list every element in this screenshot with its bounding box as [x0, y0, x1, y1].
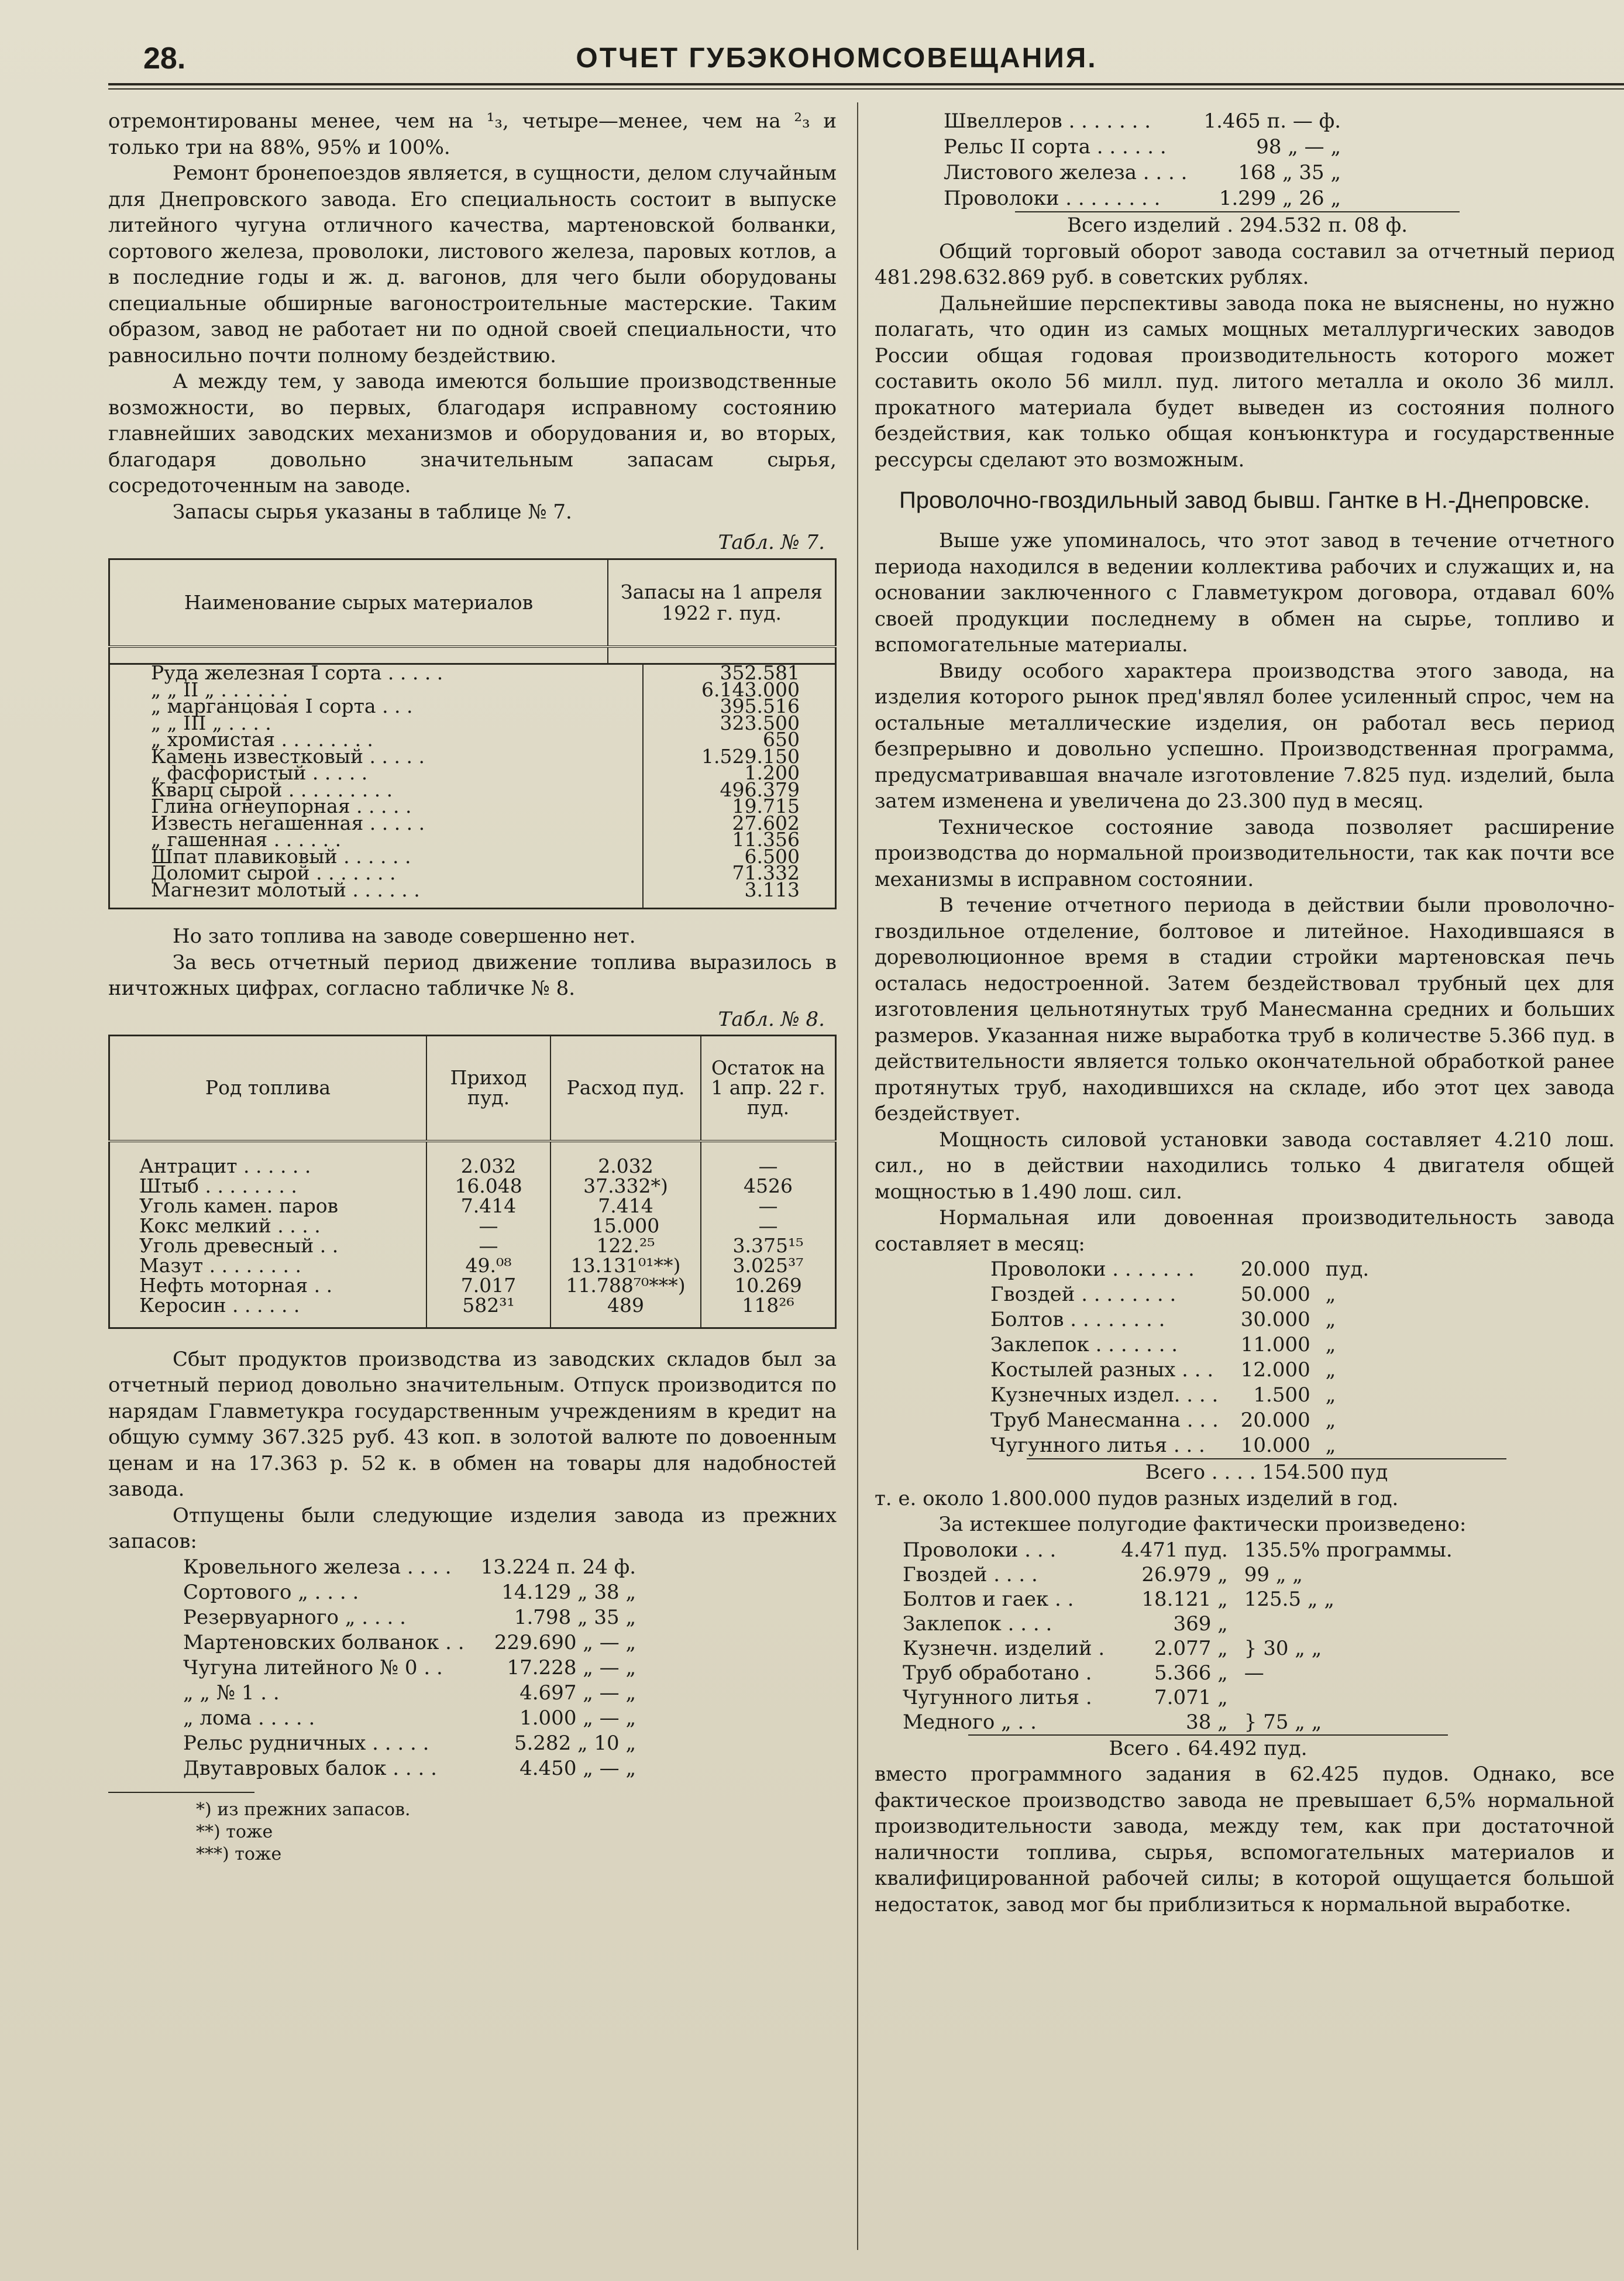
list-item [178, 1555, 641, 1580]
item-quantity: 11.000 [1240, 1333, 1310, 1356]
material-stock: 6.500 [744, 844, 800, 868]
table-7-body [108, 661, 837, 909]
item-name: Двутавровых балок . . . . [183, 1756, 437, 1780]
item-quantity: 13.224 п. 24 ф. [480, 1555, 636, 1579]
item-unit: „ [1325, 1283, 1336, 1306]
material-name: Руда железная I сорта . . . . . [109, 665, 644, 682]
paragraph: За весь отчетный период движение топлива выразилось в ничтожных цифрах, согласно табличке № 8. [108, 950, 837, 1000]
actual-output-table [898, 1538, 1457, 1734]
table-row-spacer [109, 1315, 836, 1328]
fuel-income: 7.017 [426, 1276, 550, 1296]
item-quantity: 1.299 „ 26 „ [1219, 187, 1341, 210]
paragraph: В течение отчетного периода в действии были проволочно-гвоздильное отделение, болтовое и литейное. Находившаяся в дореволюционное время в стадии стройки мартеновская печь осталась недостроенной. Затем бездействовал трубный цех для изготовления цельнотянутых труб Манесманна средних и больших размеров. Указанная ниже выработка труб в количестве 5.366 пуд. в действительности является только окончательной обработкой ранее протянутых труб, находившихся на складе, ибо этот цех завода бездействует. [875, 894, 1615, 1125]
fuel-expense: 122.²⁵ [550, 1236, 701, 1256]
item-name: Болтов и гаек . . [903, 1587, 1074, 1611]
table-row [109, 1196, 836, 1216]
fuel-expense: 37.332*) [550, 1176, 701, 1196]
list-item [178, 1756, 641, 1781]
item-name: Листового железа . . . . [944, 161, 1188, 184]
list-item [986, 1257, 1374, 1282]
item-unit: „ [1325, 1333, 1336, 1356]
list-item [898, 1587, 1457, 1612]
item-quantity: 20.000 [1240, 1409, 1310, 1432]
table-caption: Табл. № 8. [718, 1007, 825, 1031]
table-row [109, 1276, 836, 1296]
fuel-name: Уголь камен. паров [109, 1196, 427, 1216]
paragraph: Но зато топлива на заводе совершенно нет. [173, 925, 636, 948]
material-stock: 650 [763, 728, 800, 751]
list-item [939, 134, 1346, 160]
list-item [986, 1383, 1374, 1408]
item-quantity: 5.282 „ 10 „ [514, 1731, 636, 1755]
footnote: **) тоже [196, 1821, 273, 1842]
paragraph: Дальнейшие перспективы завода пока не выяснены, но нужно полагать, что один из самых мощных металлургических заводов России общая годовая производительность которого может составить около 56 милл. пуд. литого металла и около 36 милл. прокатного материала будет выведен из состояния полного бездействия, как только общая конъюнктура и государственные рессурсы сделают это возможным. [875, 291, 1615, 472]
material-stock: 19.715 [732, 795, 800, 817]
material-name: „ марганцовая I сорта . . . [109, 698, 644, 715]
list-item [986, 1433, 1374, 1458]
material-name: Глина огнеупорная . . . . . [109, 798, 644, 815]
material-stock: 1.529.150 [701, 744, 800, 768]
item-quantity: 1.465 п. — ф. [1203, 109, 1341, 133]
fuel-name: Антрацит . . . . . . [109, 1156, 427, 1176]
item-name: Проволоки . . . . . . . [990, 1258, 1195, 1281]
fuel-income: 582³¹ [426, 1296, 550, 1315]
item-percent: — [1244, 1661, 1264, 1685]
item-name: Гвоздей . . . . . . . . [990, 1283, 1176, 1306]
footnotes [196, 1799, 837, 1866]
item-name: Сортового „ . . . . [183, 1580, 359, 1604]
material-stock: 3.113 [744, 878, 800, 901]
material-name: Камень известковый . . . . . [109, 748, 644, 765]
item-percent: 125.5 „ „ [1244, 1587, 1334, 1611]
item-quantity: 4.471 пуд. [1121, 1538, 1228, 1562]
paragraph: Мощность силовой установки завода составляет 4.210 лош. сил., но в действии находились только 4 двигателя общей мощностью в 1.490 лош. сил. [875, 1128, 1615, 1204]
paragraph: Общий торговый оборот завода составил за отчетный период 481.298.632.869 руб. в советских рублях. [875, 239, 1615, 289]
list-item [178, 1605, 641, 1630]
material-name: „ гашенная . . . . . . [109, 832, 644, 848]
item-name: „ „ № 1 . . [183, 1681, 280, 1705]
item-quantity: 98 „ — „ [1256, 135, 1341, 159]
material-stock: 71.332 [732, 861, 800, 884]
products-total: Всего изделий . 294.532 п. 08 ф. [1015, 211, 1460, 239]
list-item [939, 160, 1346, 185]
item-quantity: 4.450 „ — „ [519, 1756, 636, 1780]
table-row [109, 1156, 836, 1176]
list-item [178, 1706, 641, 1731]
item-name: Труб Манесманна . . . [990, 1409, 1219, 1432]
fuel-income: 7.414 [426, 1196, 550, 1216]
list-item [178, 1681, 641, 1706]
table-7 [108, 558, 837, 665]
footnote: ***) тоже [196, 1843, 282, 1864]
paragraph: вместо программного задания в 62.425 пудов. Однако, все фактическое производство завода не превышает 6,5% нормальной производительности завода, между тем, как при достаточной наличности топлива, сырья, вспомогательных материалов и квалифицированной рабочей силы; в которой ощущается большой недостаток, завод мог бы приблизиться к нормальной выработке. [875, 1763, 1615, 1916]
fuel-balance: 3.375¹⁵ [732, 1234, 804, 1257]
item-name: Заклепок . . . . [903, 1612, 1052, 1636]
item-name: Рельс II сорта . . . . . . [944, 135, 1167, 159]
item-name: Чугунного литья . [903, 1685, 1092, 1709]
material-stock: 1.200 [744, 761, 800, 784]
item-unit: пуд. [1325, 1258, 1370, 1281]
item-name: Проволоки . . . [903, 1538, 1057, 1562]
item-quantity: 229.690 „ — „ [494, 1630, 636, 1654]
item-name: Чугуна литейного № 0 . . [183, 1655, 443, 1679]
page-title: ОТЧЕТ ГУБЭКОНОМСОВЕЩАНИЯ. [576, 43, 1097, 74]
table-row-spacer [109, 1141, 836, 1156]
item-quantity: 7.071 „ [1154, 1685, 1228, 1709]
item-quantity: 10.000 [1240, 1434, 1310, 1457]
table-row [109, 1216, 836, 1236]
item-quantity: 14.129 „ 38 „ [501, 1580, 636, 1604]
material-stock: 496.379 [720, 778, 800, 801]
item-unit: „ [1325, 1434, 1336, 1457]
products-list-cont [939, 108, 1346, 211]
list-item [898, 1538, 1457, 1562]
item-name: Кровельного железа . . . . [183, 1555, 452, 1579]
paragraph: Выше уже упоминалось, что этот завод в течение отчетного периода находился в ведении коллектива рабочих и служащих и, на основании заключенного с Главметукром договора, отдавал 60% своей продукции последнему в обмен на сырье, топливо и вспомогательные материалы. [875, 529, 1615, 657]
paragraph: Нормальная или довоенная производительность завода составляет в месяц: [875, 1206, 1615, 1256]
table-header: Остаток на 1 апр. 22 г. пуд. [711, 1056, 825, 1119]
paragraph: Сбыт продуктов производства из заводских складов был за отчетный период довольно значительным. Отпуск производится по нарядам Главметукра государственным учреждениям в кредит на общую сумму 367.325 руб. 43 коп. в золотой валюте по довоенным ценам и на 17.363 р. 52 к. в обмен на товары для надобностей завода. [108, 1347, 837, 1501]
item-quantity: 38 „ [1186, 1710, 1228, 1734]
table-header: Приход пуд. [426, 1036, 550, 1141]
header-rule-thin [108, 88, 1624, 90]
list-item [898, 1685, 1457, 1710]
material-stock: 395.516 [720, 695, 800, 717]
item-quantity: 26.979 „ [1141, 1562, 1228, 1586]
item-percent: } 30 „ „ [1244, 1636, 1322, 1660]
item-name: Труб обработано . [903, 1661, 1092, 1685]
fuel-income: — [426, 1236, 550, 1256]
item-name: Мартеновских болванок . . [183, 1630, 465, 1654]
fuel-expense: 13.131⁰¹**) [550, 1256, 701, 1276]
material-stock: 352.581 [720, 661, 800, 684]
fuel-expense: 489 [550, 1296, 701, 1315]
fuel-expense: 15.000 [550, 1216, 701, 1236]
list-item [178, 1580, 641, 1605]
paragraph: Отпущены были следующие изделия завода из прежних запасов: [108, 1503, 837, 1553]
item-quantity: 18.121 „ [1141, 1587, 1228, 1611]
table-caption: Табл. № 7. [718, 531, 825, 554]
item-name: Заклепок . . . . . . . [990, 1333, 1178, 1356]
list-item [986, 1332, 1374, 1358]
actual-output-total: Всего . 64.492 пуд. [968, 1734, 1448, 1762]
item-name: Болтов . . . . . . . . [990, 1308, 1165, 1331]
item-percent [1240, 1612, 1457, 1636]
paragraph: Запасы сырья указаны в таблице № 7. [173, 500, 572, 524]
item-quantity: 50.000 [1240, 1283, 1310, 1306]
paragraph: отремонтированы менее, чем на ¹₃, четыре—менее, чем на ²₃ и только три на 88%, 95% и 100%. [108, 109, 837, 159]
item-quantity: 30.000 [1240, 1308, 1310, 1331]
material-name: Кварц сырой . . . . . . . . . [109, 782, 644, 799]
paragraph: А между тем, у завода имеются большие производственные возможности, во первых, благодаря исправному состоянию главнейших заводских механизмов и оборудования и, во вторых, благодаря довольно значительным запасам сырья, сосредоточенным на заводе. [108, 370, 837, 497]
fuel-income: 16.048 [426, 1176, 550, 1196]
fuel-name: Уголь древесный . . [109, 1236, 427, 1256]
item-name: Кузнечных издел. . . . [990, 1383, 1219, 1407]
item-name: Медного „ . . [903, 1710, 1037, 1734]
material-name: Известь негашенная . . . . . [109, 815, 644, 832]
list-item [898, 1661, 1457, 1685]
left-column [108, 108, 837, 1866]
item-name: Швеллеров . . . . . . . [944, 109, 1151, 133]
item-name: Резервуарного „ . . . . [183, 1605, 406, 1629]
fuel-balance: — [758, 1154, 778, 1177]
fuel-expense: 11.788⁷⁰***) [550, 1276, 701, 1296]
material-stock: 27.602 [732, 811, 800, 834]
table-8 [108, 1035, 837, 1329]
table-row [109, 1256, 836, 1276]
item-quantity: 1.000 „ — „ [519, 1706, 636, 1730]
list-item [178, 1731, 641, 1756]
table-header: Род топлива [109, 1036, 427, 1141]
material-name: „ фасфористый . . . . . [109, 765, 644, 782]
table-header: Расход пуд. [550, 1036, 701, 1141]
item-unit: „ [1325, 1409, 1336, 1432]
fuel-balance: — [758, 1194, 778, 1217]
item-name: Костылей разных . . . [990, 1358, 1214, 1382]
fuel-name: Кокс мелкий . . . . [109, 1216, 427, 1236]
list-item [939, 185, 1346, 211]
fuel-income: — [426, 1216, 550, 1236]
paragraph: т. е. около 1.800.000 пудов разных изделий в год. [875, 1486, 1399, 1510]
item-quantity: 168 „ 35 „ [1238, 161, 1341, 184]
item-quantity: 17.228 „ — „ [507, 1655, 636, 1679]
fuel-balance: 4526 [744, 1174, 793, 1197]
list-item [898, 1636, 1457, 1661]
list-item [939, 108, 1346, 134]
item-quantity: 1.798 „ 35 „ [514, 1605, 636, 1629]
normal-output-total: Всего . . . . 154.500 пуд [1027, 1458, 1506, 1486]
fuel-balance: — [758, 1214, 778, 1237]
item-percent: 135.5% программы. [1244, 1538, 1453, 1562]
fuel-income: 49.⁰⁸ [426, 1256, 550, 1276]
material-name: Магнезит молотый . . . . . . [109, 882, 644, 899]
table-row [109, 1176, 836, 1196]
column-divider [857, 102, 858, 2250]
item-quantity: 1.500 [1253, 1383, 1310, 1407]
running-header [108, 36, 1565, 83]
material-name: Доломит сырой . . . . . . . [109, 865, 644, 882]
fuel-expense: 7.414 [550, 1196, 701, 1216]
table-row [109, 882, 836, 899]
fuel-income: 2.032 [426, 1156, 550, 1176]
table-row [109, 1236, 836, 1256]
item-quantity: 20.000 [1240, 1258, 1310, 1281]
fuel-expense: 2.032 [550, 1156, 701, 1176]
item-percent: } 75 „ „ [1244, 1710, 1322, 1734]
paragraph: Ввиду особого характера производства этого завода, на изделия которого рынок пред'являл более усиленный спрос, чем на остальные металлические изделия, он работал весь период безпрерывно и довольно успешно. Производственная программа, предусматривавшая вначале изготовление 7.825 пуд. изделий, была затем изменена и увеличена до 23.300 пуд в месяц. [875, 659, 1615, 813]
table-header: Наименование сырых материалов [109, 559, 608, 647]
item-quantity: 4.697 „ — „ [519, 1681, 636, 1705]
material-name: „ „ II „ . . . . . . [109, 682, 644, 699]
fuel-balance: 118²⁶ [742, 1293, 794, 1317]
list-item [178, 1655, 641, 1681]
item-name: Гвоздей . . . . [903, 1562, 1038, 1586]
list-item [986, 1408, 1374, 1433]
list-item [986, 1307, 1374, 1332]
item-percent: 99 „ „ [1244, 1562, 1303, 1586]
fuel-balance: 10.269 [734, 1273, 802, 1297]
paragraph: Ремонт бронепоездов является, в сущности, делом случайным для Днепровского завода. Его специальность состоит в выпуске литейного чугуна отличного качества, мартеновской болванки, сортового железа, проволоки, листового железа, паровых котлов, а в последние годы и ж. д. вагонов, для чего были оборудованы специальные обширные вагоностроительные мастерские. Таким образом, завод не работает ни по одной своей специальности, что равносильно почти полному бездействию. [108, 162, 837, 367]
fuel-balance: 3.025³⁷ [732, 1253, 804, 1277]
list-item [898, 1710, 1457, 1734]
footnote: *) из прежних запасов. [196, 1799, 411, 1820]
header-rule [108, 83, 1624, 85]
right-column [875, 108, 1615, 1918]
footnote-rule [108, 1792, 254, 1793]
fuel-name: Керосин . . . . . . [109, 1296, 427, 1315]
list-item [898, 1612, 1457, 1636]
paragraph: За истекшее полугодие фактически произведено: [939, 1513, 1467, 1536]
material-name: „ „ III „ . . . . [109, 715, 644, 732]
list-item [178, 1630, 641, 1655]
item-quantity: 5.366 „ [1154, 1661, 1228, 1685]
item-quantity: 12.000 [1240, 1358, 1310, 1382]
item-percent [1240, 1685, 1457, 1710]
material-name: „ хромистая . . . . . . . . [109, 731, 644, 748]
item-quantity: 369 „ [1173, 1612, 1228, 1636]
list-item [986, 1282, 1374, 1307]
item-unit: „ [1325, 1308, 1336, 1331]
item-unit: „ [1325, 1383, 1336, 1407]
item-name: Чугунного литья . . . [990, 1434, 1205, 1457]
table-header: Запасы на 1 апреля 1922 г. пуд. [621, 580, 823, 624]
paragraph: Техническое состояние завода позволяет расширение производства до нормальной производительности, так как почти все механизмы в исправном состоянии. [875, 815, 1615, 891]
item-name: Кузнечн. изделий . [903, 1636, 1105, 1660]
item-name: Рельс рудничных . . . . . [183, 1731, 429, 1755]
item-name: „ лома . . . . . [183, 1706, 315, 1730]
normal-output-table [986, 1257, 1374, 1458]
list-item [986, 1358, 1374, 1383]
material-stock: 323.500 [720, 711, 800, 734]
item-unit: „ [1325, 1358, 1336, 1382]
material-stock: 6.143.000 [701, 678, 800, 701]
fuel-name: Мазут . . . . . . . . [109, 1256, 427, 1276]
page-number: 28. [143, 42, 186, 75]
table-row [109, 1296, 836, 1315]
products-list [178, 1555, 641, 1781]
item-quantity: 2.077 „ [1154, 1636, 1228, 1660]
fuel-name: Штыб . . . . . . . . [109, 1176, 427, 1196]
material-name: Шпат плавиковый . . . . . . [109, 848, 644, 865]
material-stock: 11.356 [732, 828, 800, 851]
list-item [898, 1562, 1457, 1587]
section-heading: Проволочно-гвоздильный завод бывш. Гантке в Н.-Днепровске. [899, 487, 1591, 513]
item-name: Проволоки . . . . . . . . [944, 187, 1161, 210]
fuel-name: Нефть моторная . . [109, 1276, 427, 1296]
